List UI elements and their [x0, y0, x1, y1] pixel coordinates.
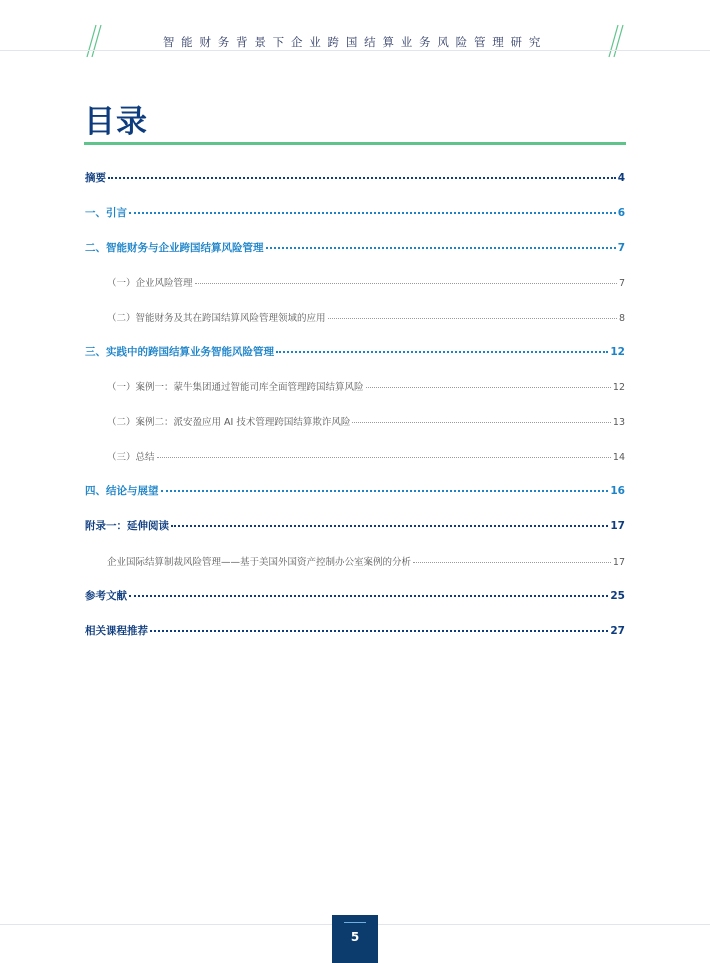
toc-entry-appendix-1[interactable] [0, 518, 710, 538]
toc-entry-label: （二）智能财务及其在跨国结算风险管理领域的应用 [107, 313, 326, 324]
toc-leader-dots [129, 594, 608, 597]
toc-entry-page: 7 [617, 242, 625, 254]
toc-entry-page: 13 [612, 417, 625, 428]
toc-entry-page: 17 [610, 520, 625, 532]
toc-heading: 目录 [84, 104, 148, 140]
toc-entry-page: 12 [610, 346, 625, 358]
toc-entry-page: 12 [612, 382, 625, 393]
toc-leader-dots [150, 629, 608, 632]
toc-entry-label: 参考文献 [85, 590, 127, 602]
toc-entry-page: 8 [618, 313, 625, 324]
toc-entry-page: 14 [612, 452, 625, 463]
toc-entry-label: 一、引言 [85, 207, 127, 219]
toc-leader-dots [129, 211, 616, 214]
toc-leader-dots [108, 176, 616, 179]
toc-entry-label: （三）总结 [107, 452, 155, 463]
toc-entry-introduction[interactable] [0, 205, 710, 225]
toc-leader-dots [328, 317, 617, 319]
toc-entry-label: （一）企业风险管理 [107, 278, 193, 289]
toc-entry-label: （二）案例二：派安盈应用 AI 技术管理跨国结算欺诈风险 [107, 417, 351, 428]
header-right-slash-decoration [606, 24, 626, 58]
toc-entry-page: 27 [610, 625, 625, 637]
toc-entry-page: 25 [610, 590, 625, 602]
toc-entry-page: 17 [612, 557, 625, 568]
toc-leader-dots [266, 246, 616, 249]
toc-entry-2-2[interactable] [0, 309, 710, 329]
toc-leader-dots [366, 386, 611, 388]
page-number-box [332, 915, 378, 963]
toc-entry-2-1[interactable] [0, 274, 710, 294]
toc-entry-label: 附录一：延伸阅读 [85, 520, 169, 532]
toc-entry-label: 企业国际结算制裁风险管理——基于美国外国资产控制办公室案例的分析 [107, 557, 412, 568]
toc-entry-label: 二、智能财务与企业跨国结算风险管理 [85, 242, 264, 254]
toc-entry-3-2[interactable] [0, 413, 710, 433]
toc-leader-dots [276, 350, 608, 353]
toc-leader-dots [161, 489, 609, 492]
toc-leader-dots [352, 421, 611, 423]
toc-entry-label: （一）案例一：蒙牛集团通过智能司库全面管理跨国结算风险 [107, 382, 364, 393]
toc-entry-related-courses[interactable] [0, 623, 710, 643]
toc-entry-abstract[interactable] [0, 170, 710, 190]
page-number: 5 [350, 930, 360, 944]
toc-leader-dots [157, 456, 611, 458]
toc-entry-label: 相关课程推荐 [85, 625, 148, 637]
toc-entry-references[interactable] [0, 588, 710, 608]
toc-leader-dots [195, 282, 617, 284]
header-title: 智能财务背景下企业跨国结算业务风险管理研究 [162, 35, 548, 49]
header-divider [0, 50, 710, 51]
toc-entry-label: 摘要 [85, 172, 106, 184]
toc-entry-chapter-2[interactable] [0, 240, 710, 260]
toc-leader-dots [413, 561, 611, 563]
toc-entry-3-3[interactable] [0, 448, 710, 468]
toc-entry-chapter-4[interactable] [0, 483, 710, 503]
page-number-accent [344, 922, 366, 923]
toc-entry-page: 7 [618, 278, 625, 289]
toc-entry-label: 四、结论与展望 [85, 485, 159, 497]
toc-entry-chapter-3[interactable] [0, 344, 710, 364]
toc-entry-page: 16 [610, 485, 625, 497]
toc-entry-label: 三、实践中的跨国结算业务智能风险管理 [85, 346, 274, 358]
toc-entry-page: 6 [617, 207, 625, 219]
toc-heading-rule [84, 142, 626, 145]
toc-entry-page: 4 [617, 172, 625, 184]
toc-entry-appendix-article[interactable] [0, 553, 710, 573]
toc-leader-dots [171, 524, 608, 527]
toc-entry-3-1[interactable] [0, 378, 710, 398]
